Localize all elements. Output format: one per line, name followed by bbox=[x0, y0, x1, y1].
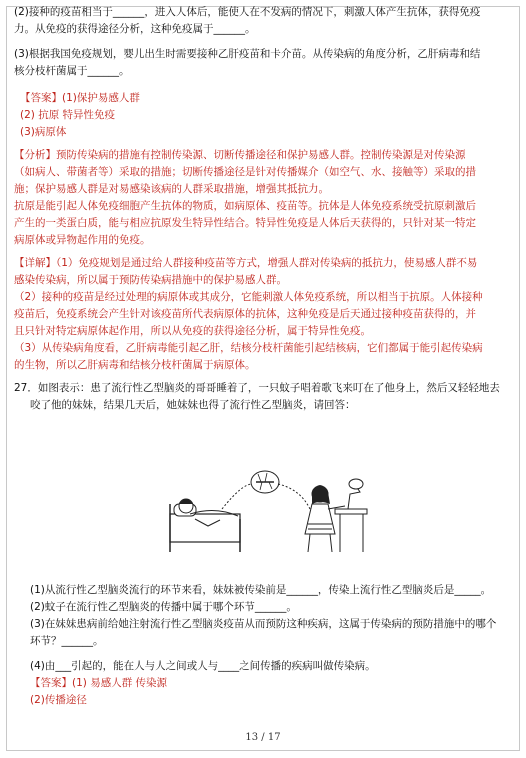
answer-line: (2) 抗原 特异性免疫 bbox=[20, 109, 116, 121]
page-number: 13 / 17 bbox=[245, 732, 281, 743]
mosquito-illustration bbox=[160, 464, 375, 554]
sub-question: (1)从流行性乙型脑炎流行的环节来看，妹妹被传染前是______，传染上流行性乙型脑炎后是_____。 bbox=[30, 584, 492, 596]
analysis-line: 抗原是能引起人体免疫细胞产生抗体的物质，如病原体、疫苗等。抗体是人体免疫系统受抗原刺激后 bbox=[14, 200, 476, 212]
question-27-stem: 咬了他的妹妹，结果几天后，她妹妹也得了流行性乙型脑炎，请回答： bbox=[30, 399, 356, 411]
sub-question: (2)蚊子在流行性乙型脑炎的传播中属于哪个环节______。 bbox=[30, 601, 297, 613]
analysis-line: （如病人、带菌者等）采取的措施；切断传播途径是针对传播媒介（如空气、水、接触等）采取的措 bbox=[14, 166, 476, 178]
detail-line: 的生物，所以乙肝病毒和结核分枝杆菌属于病原体。 bbox=[14, 359, 256, 371]
detail-line: 【详解】（1）免疫规划是通过给人群接种疫苗等方式，增强人群对传染病的抵抗力，使易感人群不易 bbox=[14, 257, 478, 269]
sub-question: 环节？______。 bbox=[30, 635, 104, 647]
detail-line: （2）接种的疫苗是经过处理的病原体或其成分，它能刺激人体免疫系统，所以相当于抗原。人体接种 bbox=[14, 291, 483, 303]
q-line: (3)根据我国免疫规划，婴儿出生时需要接种乙肝疫苗和卡介苗。从传染病的角度分析，乙肝病毒和结 bbox=[14, 48, 481, 60]
answer-line: 【答案】(1) 易感人群 传染源 bbox=[30, 677, 168, 689]
sub-question: (3)在妹妹患病前给她注射流行性乙型脑炎疫苗从而预防这种疾病，这属于传染病的预防措施中的哪个 bbox=[30, 618, 497, 630]
analysis-line: 施；保护易感人群是对易感染该病的人群采取措施，增强其抵抗力。 bbox=[14, 183, 329, 195]
detail-line: 疫苗后，免疫系统会产生针对该疫苗所代表病原体的抗体，这种免疫是后天通过接种疫苗获得的，并 bbox=[14, 308, 476, 320]
answer-line: (2)传播途径 bbox=[30, 694, 87, 706]
q-line: (2)接种的疫苗相当于______，进入人体后，能使人在不发病的情况下，刺激人体产生抗体，获得免疫 bbox=[14, 6, 481, 18]
sub-question: (4)由___引起的，能在人与人之间或人与____之间传播的疾病叫做传染病。 bbox=[30, 660, 376, 672]
question-27-stem: 27．如图表示：患了流行性乙型脑炎的哥哥睡着了，一只蚊子唱着歌飞来叮在了他身上，然后又轻轻地去 bbox=[14, 382, 500, 394]
q-line: 核分枝杆菌属于______。 bbox=[14, 65, 130, 77]
q-line: 力。从免疫的获得途径分析，这种免疫属于______。 bbox=[14, 23, 256, 35]
detail-line: （3）从传染病角度看，乙肝病毒能引起乙肝，结核分枝杆菌能引起结核病，它们都属于能引起传染病 bbox=[14, 342, 483, 354]
analysis-line: 【分析】预防传染病的措施有控制传染源、切断传播途径和保护易感人群。控制传染源是对传染源 bbox=[14, 149, 466, 161]
answer-line: 【答案】(1)保护易感人群 bbox=[20, 92, 140, 104]
analysis-line: 产生的一类蛋白质，能与相应抗原发生特异性结合。特异性免疫是人体后天获得的，只针对某一特定 bbox=[14, 217, 476, 229]
answer-line: (3)病原体 bbox=[20, 126, 67, 138]
analysis-line: 病原体或异物起作用的免疫。 bbox=[14, 234, 151, 246]
detail-line: 且只针对特定病原体起作用，所以从免疫的获得途径分析，属于特异性免疫。 bbox=[14, 325, 371, 337]
detail-line: 感染传染病，所以属于预防传染病措施中的保护易感人群。 bbox=[14, 274, 287, 286]
